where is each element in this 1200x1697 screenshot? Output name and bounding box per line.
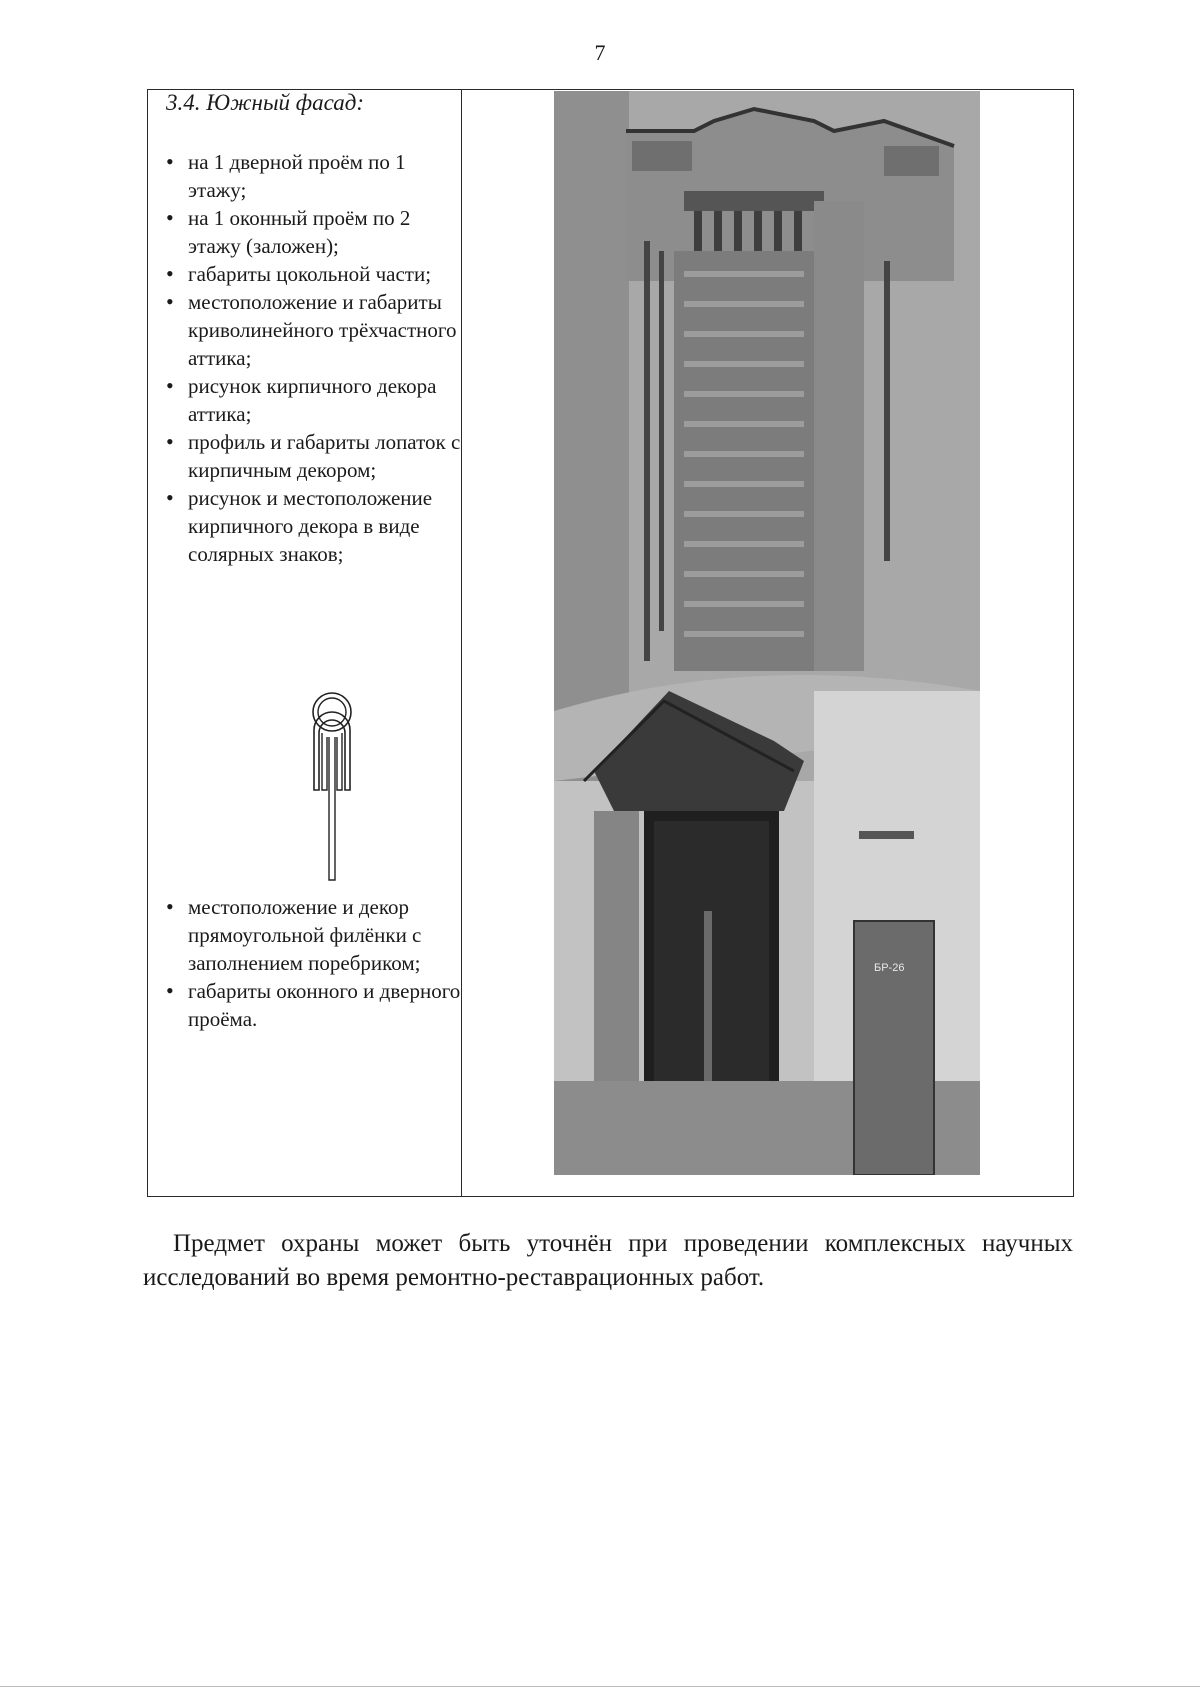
feature-list <box>166 148 466 568</box>
list-item: • рисунок и местоположение кирпичного декора в виде солярных знаков; <box>166 484 466 568</box>
list-item: • профиль и габариты лопаток с кирпичным декором; <box>166 428 466 484</box>
list-item: • на 1 дверной проём по 1 этажу; <box>166 148 466 204</box>
protection-table <box>147 89 1074 1197</box>
list-item: • габариты цокольной части; <box>166 260 466 288</box>
page-number: 7 <box>594 40 606 65</box>
section-title: 3.4. Южный фасад: <box>166 90 365 115</box>
feature-list-continued <box>166 893 466 1033</box>
solar-sign-symbol <box>297 685 367 885</box>
list-item: • габариты оконного и дверного проёма. <box>166 977 466 1033</box>
south-facade-photo <box>554 91 980 1175</box>
list-item: • местоположение и декор прямоугольной филёнки с заполнением поребриком; <box>166 893 466 977</box>
page-bottom-rule <box>0 1686 1200 1687</box>
list-item: • на 1 оконный проём по 2 этажу (заложен); <box>166 204 466 260</box>
footer-paragraph: Предмет охраны может быть уточнён при проведении комплексных научных исследований во время ремонтно-реставрационных работ. <box>143 1230 1073 1291</box>
list-item: • рисунок кирпичного декора аттика; <box>166 372 466 428</box>
cabinet-sign: БР-26 <box>874 962 905 974</box>
list-item: • местоположение и габариты криволинейного трёхчастного аттика; <box>166 288 466 372</box>
